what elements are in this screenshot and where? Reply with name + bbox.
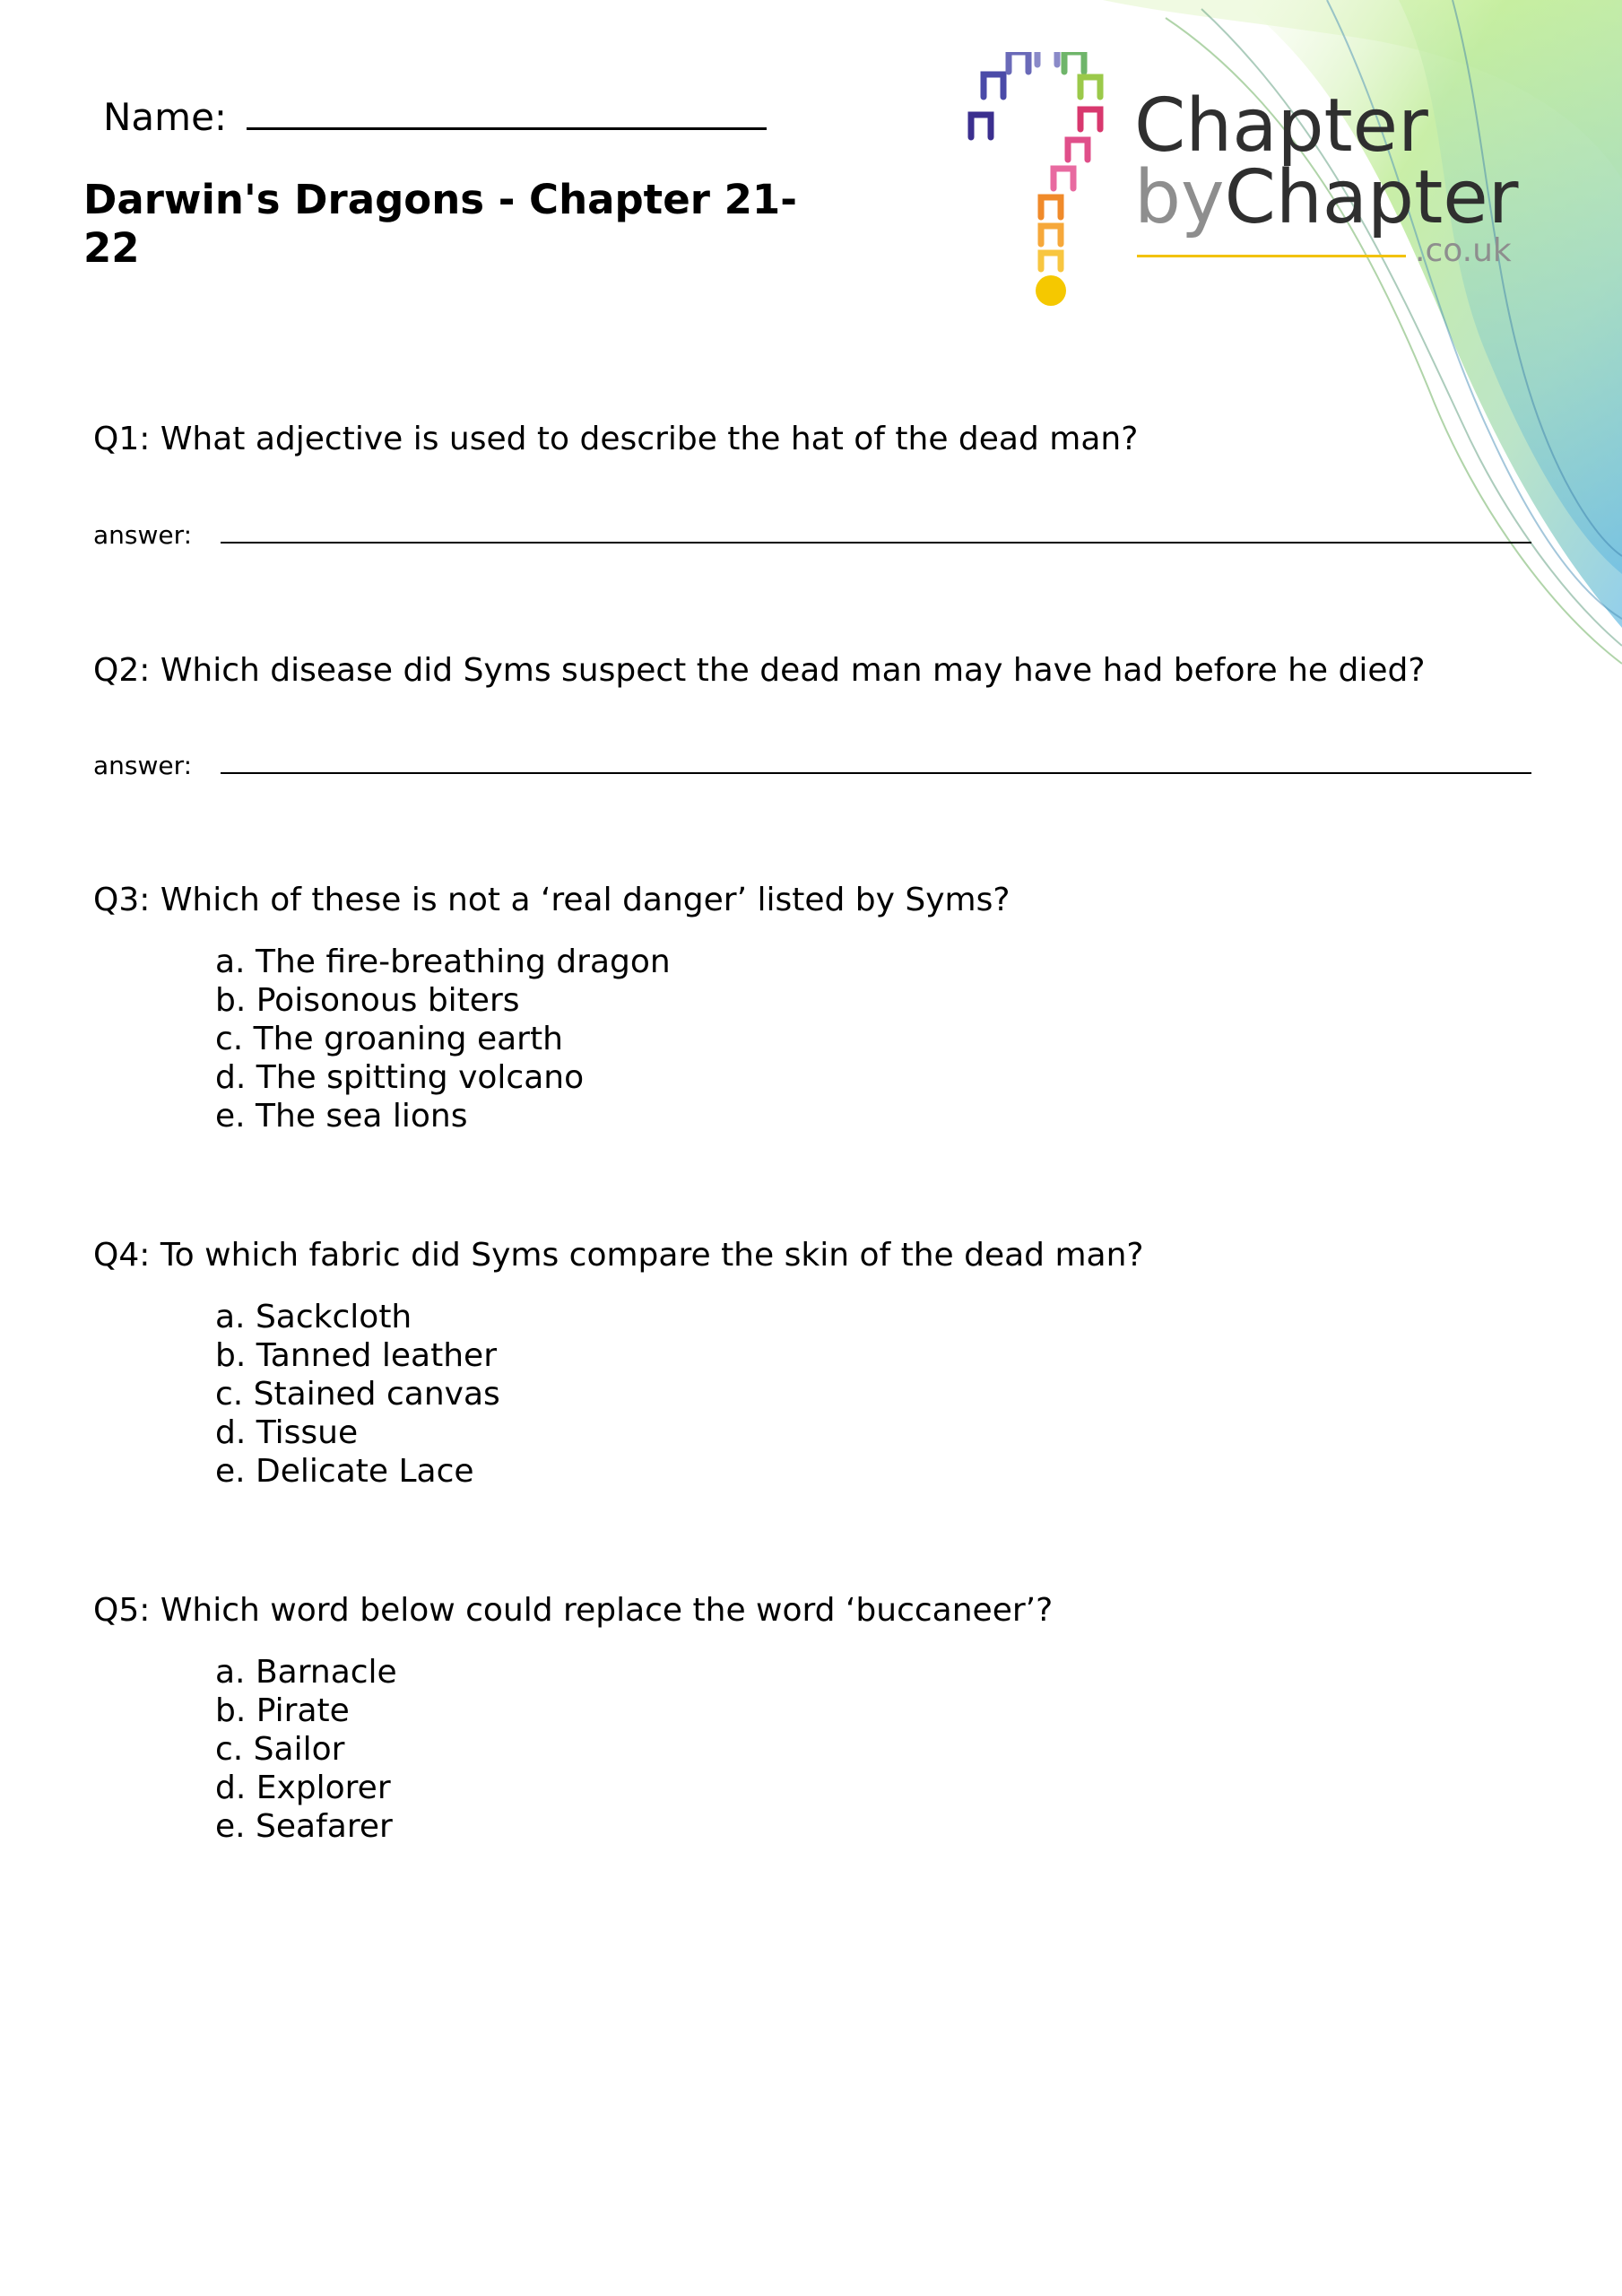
question-4: Q4: To which fabric did Syms compare the skin of the dead man? [93, 1237, 1144, 1274]
option-a[interactable]: a. Sackcloth [215, 1299, 412, 1335]
option-b[interactable]: b. Pirate [215, 1692, 350, 1729]
option-a[interactable]: a. Barnacle [215, 1654, 397, 1691]
option-d[interactable]: d. The spitting volcano [215, 1059, 585, 1096]
worksheet-title: Darwin's Dragons - Chapter 21-22 [83, 176, 797, 272]
answer-label: answer: [93, 751, 193, 780]
name-field[interactable] [103, 88, 767, 139]
answer-line-2[interactable] [221, 772, 1531, 774]
logo-underline [1137, 255, 1406, 257]
options-list-q4 [215, 1298, 500, 1491]
answer-row-2[interactable] [93, 751, 192, 780]
option-c[interactable]: c. The groaning earth [215, 1021, 563, 1057]
answer-row-1[interactable] [93, 520, 192, 550]
option-c[interactable]: c. Stained canvas [215, 1376, 500, 1413]
question-1: Q1: What adjective is used to describe the hat of the dead man? [93, 421, 1139, 457]
logo-domain: .co.uk [1415, 232, 1512, 269]
option-d[interactable]: d. Tissue [215, 1414, 359, 1451]
logo-word-by: by [1134, 155, 1225, 240]
option-b[interactable]: b. Tanned leather [215, 1337, 497, 1374]
logo-word-chapter: Chapter [1134, 83, 1428, 169]
option-a[interactable]: a. The fire-breathing dragon [215, 944, 671, 980]
logo-word-chapter-2: Chapter [1224, 155, 1519, 240]
option-b[interactable]: b. Poisonous biters [215, 982, 520, 1019]
answer-line-1[interactable] [221, 542, 1531, 544]
option-e[interactable]: e. Delicate Lace [215, 1453, 474, 1490]
question-3: Q3: Which of these is not a ‘real danger’ listed by Syms? [93, 882, 1010, 918]
question-2: Q2: Which disease did Syms suspect the dead man may have had before he died? [93, 652, 1426, 689]
option-e[interactable]: e. Seafarer [215, 1808, 393, 1845]
question-5: Q5: Which word below could replace the word ‘buccaneer’? [93, 1592, 1054, 1629]
logo-word-bychapter [1134, 155, 1519, 240]
options-list-q5 [215, 1653, 397, 1846]
answer-label: answer: [93, 520, 193, 550]
option-e[interactable]: e. The sea lions [215, 1098, 468, 1135]
name-label: Name: [103, 95, 228, 139]
options-list-q3 [215, 943, 671, 1135]
option-d[interactable]: d. Explorer [215, 1770, 391, 1806]
name-blank-line[interactable] [247, 88, 767, 130]
option-c[interactable]: c. Sailor [215, 1731, 345, 1768]
